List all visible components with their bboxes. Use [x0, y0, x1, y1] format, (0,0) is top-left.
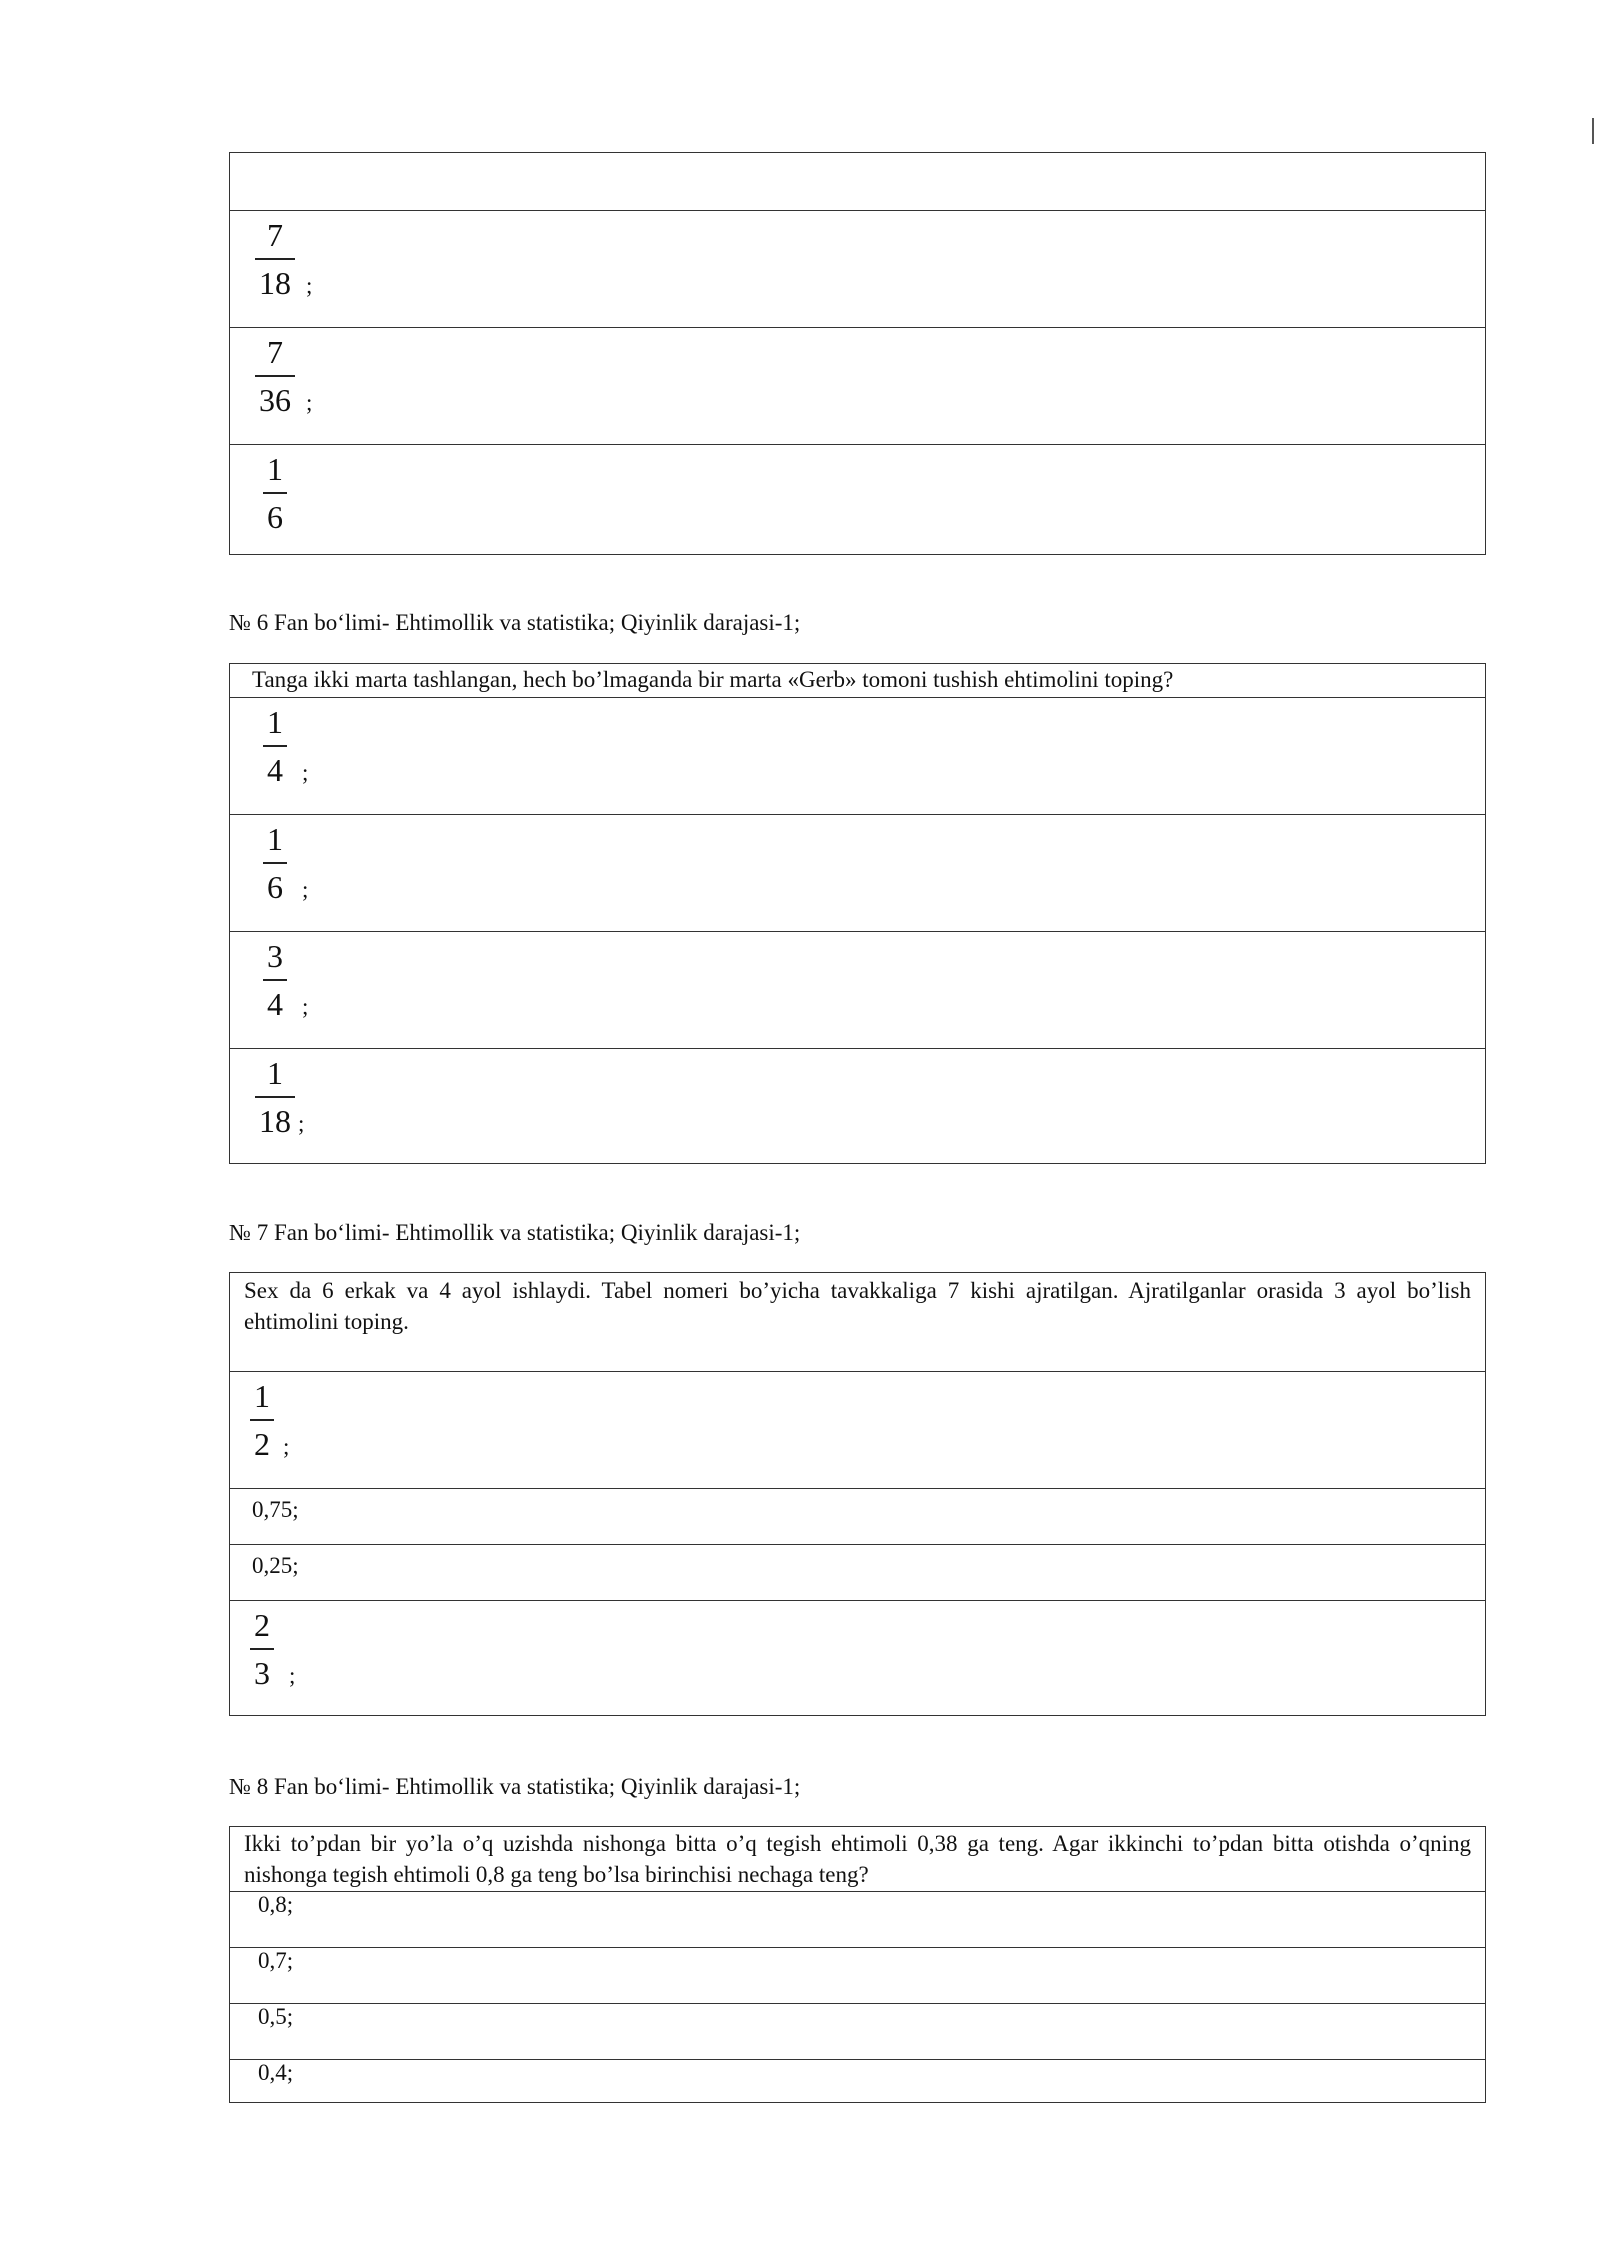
fraction — [263, 937, 287, 1023]
q7-table — [229, 1272, 1486, 1716]
fraction — [263, 703, 287, 789]
fraction — [255, 216, 295, 302]
q6-heading: № 6 Fan bo‘limi- Ehtimollik va statistika; Qiyinlik darajasi-1; — [229, 610, 801, 635]
fraction — [255, 1054, 295, 1140]
fraction-bar — [263, 862, 287, 864]
numerator: 3 — [267, 938, 283, 974]
numerator: 1 — [267, 704, 283, 740]
separator: ; — [298, 1111, 305, 1136]
fraction-bar — [250, 1419, 274, 1421]
q8-answer-a[interactable]: 0,8; — [230, 1891, 1485, 1947]
denominator: 4 — [267, 752, 283, 788]
page-edge-mark — [1592, 118, 1594, 144]
numerator: 1 — [267, 1055, 283, 1091]
fraction-bar — [255, 1096, 295, 1098]
fraction — [250, 1377, 274, 1463]
denominator: 6 — [267, 869, 283, 905]
q8-table — [229, 1826, 1486, 2103]
q7-answer-b[interactable]: 0,75; — [230, 1488, 1485, 1544]
numerator: 1 — [267, 821, 283, 857]
numerator: 7 — [267, 334, 283, 370]
numerator: 1 — [254, 1378, 270, 1414]
q6-table — [229, 663, 1486, 1164]
denominator: 18 — [259, 1103, 291, 1139]
denominator: 4 — [267, 986, 283, 1022]
denominator: 2 — [254, 1426, 270, 1462]
q6-answer-d[interactable] — [230, 1048, 1485, 1163]
q5-answer-b[interactable] — [230, 327, 1485, 444]
q7-heading: № 7 Fan bo‘limi- Ehtimollik va statistika; Qiyinlik darajasi-1; — [229, 1220, 801, 1245]
fraction — [255, 333, 295, 419]
q5-table — [229, 152, 1486, 555]
q8-answer-c[interactable]: 0,5; — [230, 2003, 1485, 2059]
fraction — [263, 450, 287, 536]
q7-answer-a[interactable] — [230, 1371, 1485, 1488]
q5-answer-c[interactable] — [230, 444, 1485, 554]
fraction-bar — [263, 979, 287, 981]
separator: ; — [306, 273, 313, 298]
numerator: 1 — [267, 451, 283, 487]
fraction-bar — [250, 1648, 274, 1650]
denominator: 6 — [267, 499, 283, 535]
q6-answer-b[interactable] — [230, 814, 1485, 931]
separator: ; — [302, 994, 309, 1019]
numerator: 2 — [254, 1607, 270, 1643]
q8-answer-b[interactable]: 0,7; — [230, 1947, 1485, 2003]
denominator: 36 — [259, 382, 291, 418]
q7-answer-c[interactable]: 0,25; — [230, 1544, 1485, 1600]
separator: ; — [306, 390, 313, 415]
q8-heading: № 8 Fan bo‘limi- Ehtimollik va statistika; Qiyinlik darajasi-1; — [229, 1774, 801, 1799]
q7-question: Sex da 6 erkak va 4 ayol ishlaydi. Tabel nomeri bo’yicha tavakkaliga 7 kishi ajratilgan. Ajratilganlar orasida 3 ayol bo’lish ehtimolini toping. — [244, 1278, 1471, 1334]
fraction-bar — [255, 375, 295, 377]
q8-answer-d[interactable]: 0,4; — [230, 2059, 1485, 2102]
q5-answer-a[interactable] — [230, 210, 1485, 327]
q6-answer-c[interactable] — [230, 931, 1485, 1048]
fraction — [250, 1606, 274, 1692]
denominator: 3 — [254, 1655, 270, 1691]
fraction-bar — [263, 745, 287, 747]
separator: ; — [289, 1663, 296, 1688]
q6-question: Tanga ikki marta tashlangan, hech bo’lmaganda bir marta «Gerb» tomoni tushish ehtimolini toping? — [252, 667, 1174, 692]
fraction-bar — [255, 258, 295, 260]
separator: ; — [283, 1434, 290, 1459]
separator: ; — [302, 877, 309, 902]
denominator: 18 — [259, 265, 291, 301]
q7-answer-d[interactable] — [230, 1600, 1485, 1715]
q5-empty-row — [230, 153, 1485, 210]
numerator: 7 — [267, 217, 283, 253]
q6-answer-a[interactable] — [230, 697, 1485, 814]
separator: ; — [302, 760, 309, 785]
fraction — [263, 820, 287, 906]
fraction-bar — [263, 492, 287, 494]
q8-question: Ikki to’pdan bir yo’la o’q uzishda nishonga bitta o’q tegish ehtimoli 0,38 ga teng. Agar ikkinchi to’pdan bitta otishda o’qning nishonga tegish ehtimoli 0,8 ga teng bo’lsa birinchisi nechaga teng? — [244, 1831, 1471, 1887]
